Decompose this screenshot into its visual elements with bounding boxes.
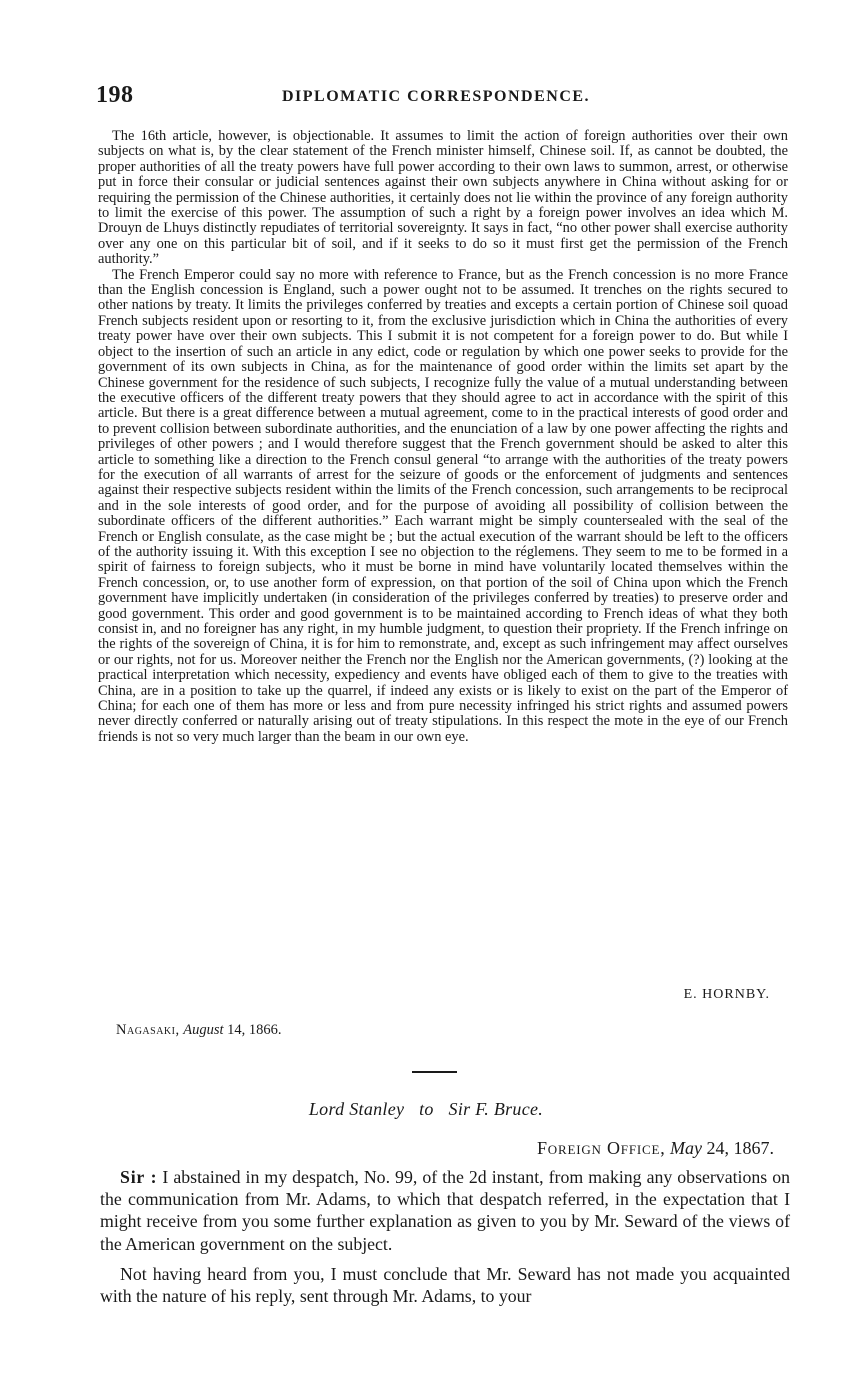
letter-paragraph-text: I abstained in my despatch, No. 99, of the 2d instant, from making any observations on the communication from Mr. Adams, to which that despatch referred, in the expectation that I might receive from you some further explanation as given to you by Mr. Seward of the views of the American government on the subject.: [100, 1167, 790, 1254]
letter-to-word: to: [419, 1099, 434, 1119]
letter-salutation: Sir :: [120, 1167, 158, 1187]
memo-dateline: [116, 1022, 282, 1039]
dateline-day-year: 14, 1866.: [227, 1022, 282, 1038]
letter-paragraph: [100, 1166, 790, 1255]
memo-paragraph: The 16th article, however, is objectionable. It assumes to limit the action of foreign authorities over their own subjects on what is, by the clear statement of the French minister himself, Chinese soil. If, as cannot be doubted, the proper authorities of all the treaty powers have full power according to their own laws to summon, arrest, or otherwise put in force their consular or judicial sentences against their own subjects anywhere in China without asking for or requiring the permission of the Chinese authorities, it certainly does not lie within the province of any foreign authority to limit the exercise of this power. The assumption of such a right by a foreign power involves an idea which M. Drouyn de Lhuys distinctly repudiates of territorial sovereignty. It says in fact, “no other power shall exercise authority over any one on this particular bit of soil, and if it seeks to do so it must first get the permission of the French authority.”: [98, 128, 788, 268]
letter-recipient: Sir F. Bruce.: [448, 1099, 544, 1119]
letter-paragraph: Not having heard from you, I must conclude that Mr. Seward has not made you acquainted with the nature of his reply, sent through Mr. Adams, to your: [100, 1263, 790, 1307]
dateline-place: Nagasaki,: [116, 1022, 180, 1038]
letter-dateline-day-year: 24, 1867.: [706, 1138, 774, 1158]
dateline-month: August: [183, 1022, 224, 1038]
letter-dateline-office: Foreign Office,: [536, 1138, 666, 1158]
page-number: 198: [96, 82, 134, 108]
running-head: [96, 82, 786, 112]
letter-sender: Lord Stanley: [308, 1099, 405, 1119]
memo-body: [98, 129, 788, 745]
letter-dateline: [537, 1138, 774, 1159]
signature: E. HORNBY.: [683, 987, 770, 1002]
memo-paragraph: The French Emperor could say no more with reference to France, but as the French concession is no more France than the English concession is England, such a power ought not to be assumed. It trenches on the rights secured to other nations by treaty. It limits the privileges conferred by treaties and excepts a certain portion of Chinese soil quoad French subjects resident upon or resorting to it, from the exclusive jurisdiction which in China the authorities of every treaty power have over their own subjects. This I submit it is not competent for a foreign power to do. But while I object to the insertion of such an article in any edict, code or regulation by which one power seeks to provide for the government of its own subjects in China, as for the maintenance of good order within the limits set apart by the Chinese government for the residence of such subjects, I recognize fully the value of a mutual understanding between the executive officers of the different treaty powers that they should agree to act in accordance with the spirit of this article. But there is a great difference between a mutual agreement, come to in the practical interests of good order and to prevent collision between subordinate authorities, and the enunciation of a law by one power affecting the rights and privileges of other powers ; and I would therefore suggest that the French government should be asked to alter this article to something like a direction to the French consul general “to arrange with the authorities of the treaty powers for the execution of all warrants of arrest for the seizure of goods or the enforcement of judgments and sentences against their respective subjects resident within the limits of the French concession, such arrangements to be reciprocal and in the sole interests of good order, and for the purpose of avoiding all possibility of collision between the subordinate officers of the different authorities.” Each warrant might be simply countersealed with the seal of the French or English consulate, as the case might be ; but the actual execution of the warrant should be left to the officers of the authority issuing it. With this exception I see no objection to the réglemens. They seem to me to be formed in a spirit of fairness to foreign subjects, who it must be borne in mind have voluntarily located themselves within the French concession, or, to use another form of expression, on that portion of the soil of China upon which the French government have implicitly undertaken (in consideration of the privileges conferred by treaties) to preserve order and good government. This order and good government is to be maintained according to French ideas of what they both consist in, and no foreigner has any right, in my humble judgment, to question their propriety. If the French infringe on the rights of the sovereign of China, it is for him to remonstrate, and, except as such infringement may affect ourselves or our rights, not for us. Moreover neither the French nor the English nor the American governments, (?) looking at the practical interpretation which necessity, expediency and events have obliged each of them to give to the treaties with China, are in a position to take up the quarrel, if indeed any exists or is likely to exist on the part of the Emperor of China; for each one of them has more or less and from pure necessity infringed his strict rights and assumed powers never directly conferred or naturally arising out of treaty stipulations. In this respect the mote in the eye of our French friends is not so very much larger than the beam in our own eye.: [98, 266, 788, 745]
running-title: DIPLOMATIC CORRESPONDENCE.: [282, 88, 591, 105]
section-divider: [412, 1071, 457, 1073]
letter-body: [100, 1166, 790, 1315]
letter-dateline-month: May: [670, 1138, 702, 1158]
letter-heading: [0, 1099, 842, 1120]
